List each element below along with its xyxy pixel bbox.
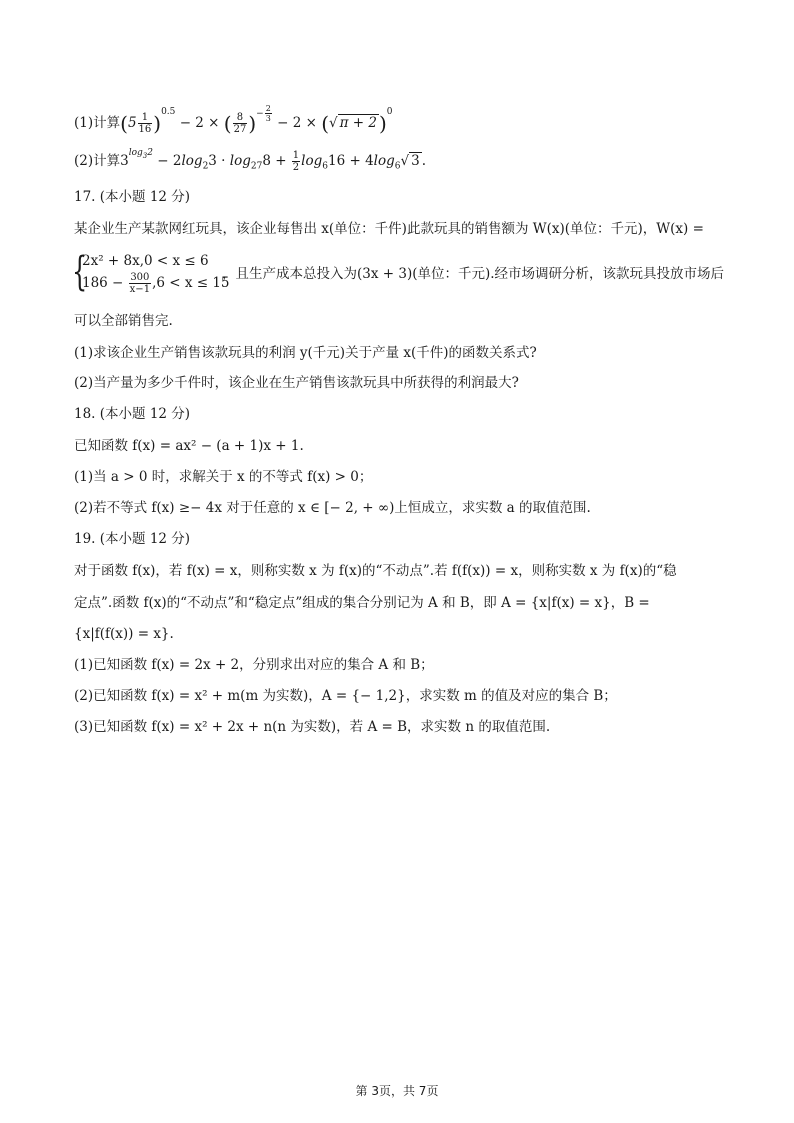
exp-num: 2	[265, 104, 271, 113]
exp-half: 0.5	[161, 106, 176, 117]
p19-line3: {x|f(f(x)) = x}.	[74, 626, 174, 642]
sub-6-a: 6	[322, 161, 328, 172]
p19-header: 19. (本小题 12 分)	[74, 531, 191, 547]
p19-line1: 对于函数 f(x)，若 f(x) = x，则称实数 x 为 f(x)的“不动点”.若 f(f(x)) = x，则称实数 x 为 f(x)的“稳	[74, 563, 677, 579]
p18-given: 已知函数 f(x) = ax² − (a + 1)x + 1.	[74, 438, 304, 454]
p19-q2: (2)已知函数 f(x) = x² + m(m 为实数)，A = {− 1,2}，求实数 m 的值及对应的集合 B；	[74, 688, 617, 704]
p17-q1: (1)求该企业生产销售该款玩具的利润 y(千元)关于产量 x(千件)的函数关系式?	[74, 345, 537, 361]
sub-6-b: 6	[394, 161, 401, 172]
three-base: 3	[120, 153, 129, 169]
p19-line2: 定点”.函数 f(x)的“不动点”和“稳定点”组成的集合分别记为 A 和 B，即 A = {x|f(x) = x}，B =	[74, 595, 650, 611]
exp-den: 3	[265, 114, 271, 123]
minus-two-times-2: − 2 ×	[272, 115, 322, 131]
log-exp-sub: 3	[142, 151, 148, 160]
p16-part1-prefix: (1)计算	[74, 115, 121, 131]
p18-header: 18. (本小题 12 分)	[74, 406, 191, 422]
case2-b: ,6 < x ≤ 15	[152, 275, 230, 291]
sub-27: 27	[250, 161, 263, 172]
p17-line3: 可以全部销售完.	[74, 313, 173, 329]
eight-27-fraction	[233, 112, 248, 135]
piecewise-brace: {	[72, 249, 88, 295]
p19-q1: (1)已知函数 f(x) = 2x + 2，分别求出对应的集合 A 和 B；	[74, 657, 434, 673]
p16-part2-prefix: (2)计算	[74, 153, 121, 169]
log-c: log	[301, 153, 323, 169]
exp-minus: −	[256, 109, 264, 119]
arg-3: 3 ·	[208, 153, 230, 169]
arg-16: 16 + 4	[328, 153, 374, 169]
mixed-fraction	[138, 112, 153, 135]
arg-8: 8 +	[262, 153, 291, 169]
case2-den: x−1	[129, 284, 151, 295]
p18-q1: (1)当 a > 0 时，求解关于 x 的不等式 f(x) > 0；	[74, 469, 373, 485]
p17-case1: 2x² + 8x,0 < x ≤ 6	[82, 253, 209, 269]
p16-part2: (2)计算$3^{log_32} - 2\log_23 \cdot \log_{27}8$ + $\frac{1}{2}$ $\log_616 + 4\log_6√$ 3 .	[74, 147, 426, 173]
sqrt-3: 3	[411, 153, 420, 169]
p17-header: 17. (本小题 12 分)	[74, 189, 191, 205]
p18-q2: (2)若不等式 f(x) ≥− 4x 对于任意的 x ∈ [− 2, + ∞)上恒成立，求实数 a 的取值范围.	[74, 500, 591, 516]
log-b: log	[229, 153, 251, 169]
log-exp: log	[128, 147, 143, 158]
mixed-num: 1	[138, 112, 153, 124]
p17-line1: 某企业生产某款网红玩具，该企业每售出 x(单位：千件)此款玩具的销售额为 W(x)(单位：千元)，W(x) =	[74, 221, 704, 237]
log-d: log	[373, 153, 395, 169]
log-exp-tail: 2	[147, 147, 153, 158]
half-den: 2	[292, 162, 300, 173]
mixed-whole: 5	[127, 115, 137, 131]
mixed-den: 16	[138, 124, 152, 135]
half-fraction	[292, 150, 300, 173]
minus-2: − 2	[152, 153, 182, 169]
p17-line2-tail: ，且生产成本总投入为(3x + 3)(单位：千元).经市场调研分析，该款玩具投放市场后	[222, 266, 725, 282]
p17-q2: (2)当产量为多少千件时，该企业在生产销售该款玩具中所获得的利润最大?	[74, 375, 519, 391]
case2-fraction	[129, 272, 151, 295]
sqrt-pi-plus-2: π + 2	[339, 115, 377, 131]
case2-a: 186 −	[82, 275, 128, 291]
log-a: log	[181, 153, 203, 169]
sub-2: 2	[202, 161, 209, 172]
page-footer: 第 3页，共 7页	[355, 1084, 439, 1098]
period: .	[421, 153, 426, 169]
exp-zero: 0	[386, 106, 393, 117]
case2-num: 300	[130, 272, 150, 283]
frac-den-27: 27	[233, 124, 247, 135]
p19-q3: (3)已知函数 f(x) = x² + 2x + n(n 为实数)，若 A = B，求实数 n 的取值范围.	[74, 719, 551, 735]
p17-case2	[82, 272, 230, 295]
p16-part1: (1)计算(5 $\frac{1}{16}$ )$^{0.5}$ − 2 × ( $\frac{8}{27}$ )$^{- \frac{2}{3}}$ − 2 × (√ π + 2 )$^0$	[74, 104, 393, 136]
half-num: 1	[292, 150, 300, 161]
exp-neg-two-thirds	[256, 104, 273, 123]
frac-num-8: 8	[233, 112, 248, 124]
minus-two-times-1: − 2 ×	[175, 115, 224, 131]
